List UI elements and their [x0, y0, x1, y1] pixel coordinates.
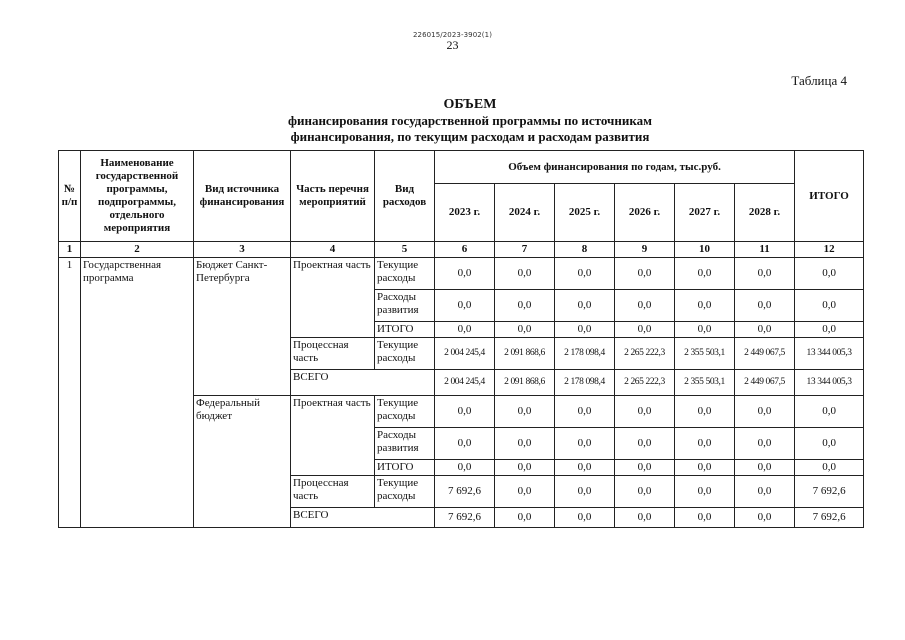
value-cell: 0,0	[495, 508, 555, 528]
title-line-3: финансирования, по текущим расходам и расходам развития	[290, 129, 650, 144]
value-cell: 0,0	[675, 476, 735, 508]
value-cell: 0,0	[555, 322, 615, 338]
value-cell: 2 178 098,4	[555, 338, 615, 370]
col-header-year: 2025 г.	[555, 184, 615, 242]
value-cell: 0,0	[735, 322, 795, 338]
column-number: 8	[555, 242, 615, 258]
value-cell: 0,0	[615, 322, 675, 338]
value-cell: 2 265 222,3	[615, 338, 675, 370]
page-number: 23	[446, 38, 459, 52]
col-header-year: 2023 г.	[435, 184, 495, 242]
part-project: Проектная часть	[291, 396, 375, 476]
value-cell: 2 355 503,1	[675, 338, 735, 370]
value-cell: 2 004 245,4	[435, 338, 495, 370]
value-cell: 0,0	[555, 460, 615, 476]
value-cell: 2 178 098,4	[555, 370, 615, 396]
value-cell: 2 004 245,4	[435, 370, 495, 396]
column-number: 10	[675, 242, 735, 258]
column-number-row	[59, 242, 864, 258]
document-id: 226015/2023-3902(1)	[412, 31, 493, 39]
col-header-year: 2026 г.	[615, 184, 675, 242]
value-cell: 0,0	[735, 476, 795, 508]
expense-type: Текущие расходы	[375, 258, 435, 290]
value-cell: 0,0	[735, 460, 795, 476]
col-header-total: ИТОГО	[795, 151, 864, 242]
table-title	[230, 97, 710, 145]
value-cell: 2 265 222,3	[615, 370, 675, 396]
part-process: Процессная часть	[291, 476, 375, 508]
total-cell: 13 344 005,3	[795, 338, 864, 370]
total-cell: 7 692,6	[795, 476, 864, 508]
value-cell: 0,0	[615, 476, 675, 508]
expense-type: Расходы развития	[375, 428, 435, 460]
value-cell: 0,0	[495, 428, 555, 460]
col-header-expense-type: Вид расходов	[375, 151, 435, 242]
expense-type-subtotal: ИТОГО	[375, 322, 435, 338]
value-cell: 0,0	[735, 428, 795, 460]
column-number: 12	[795, 242, 864, 258]
value-cell: 0,0	[675, 508, 735, 528]
value-cell: 0,0	[615, 290, 675, 322]
value-cell: 0,0	[495, 476, 555, 508]
value-cell: 0,0	[495, 290, 555, 322]
column-number: 4	[291, 242, 375, 258]
col-header-part: Часть перечня мероприятий	[291, 151, 375, 242]
value-cell: 0,0	[615, 428, 675, 460]
expense-type: Расходы развития	[375, 290, 435, 322]
expense-type: Текущие расходы	[375, 476, 435, 508]
value-cell: 0,0	[555, 290, 615, 322]
total-cell: 0,0	[795, 290, 864, 322]
value-cell: 2 355 503,1	[675, 370, 735, 396]
value-cell: 0,0	[735, 396, 795, 428]
financing-table	[58, 150, 864, 528]
value-cell: 7 692,6	[435, 476, 495, 508]
value-cell: 0,0	[555, 508, 615, 528]
value-cell: 0,0	[555, 396, 615, 428]
column-number: 1	[59, 242, 81, 258]
value-cell: 7 692,6	[435, 508, 495, 528]
expense-type: Текущие расходы	[375, 338, 435, 370]
value-cell: 0,0	[435, 460, 495, 476]
value-cell: 0,0	[615, 396, 675, 428]
row-number: 1	[59, 258, 81, 528]
value-cell: 0,0	[495, 322, 555, 338]
part-project: Проектная часть	[291, 258, 375, 338]
value-cell: 2 449 067,5	[735, 338, 795, 370]
funding-source: Федеральный бюджет	[194, 396, 291, 528]
value-cell: 0,0	[675, 322, 735, 338]
value-cell: 0,0	[495, 396, 555, 428]
total-cell: 0,0	[795, 322, 864, 338]
value-cell: 2 449 067,5	[735, 370, 795, 396]
value-cell: 0,0	[435, 428, 495, 460]
program-name: Государственная программа	[81, 258, 194, 528]
col-header-year: 2027 г.	[675, 184, 735, 242]
value-cell: 0,0	[675, 428, 735, 460]
value-cell: 0,0	[555, 476, 615, 508]
title-line-2: финансирования государственной программы по источникам	[287, 113, 653, 128]
value-cell: 0,0	[435, 258, 495, 290]
total-cell: 0,0	[795, 428, 864, 460]
col-header-source: Вид источника финансирования	[194, 151, 291, 242]
value-cell: 0,0	[435, 396, 495, 428]
value-cell: 0,0	[495, 258, 555, 290]
col-header-name: Наименование государственной программы, подпрограммы, отдельного мероприятия	[81, 151, 194, 242]
value-cell: 2 091 868,6	[495, 338, 555, 370]
total-cell: 13 344 005,3	[795, 370, 864, 396]
value-cell: 0,0	[675, 290, 735, 322]
part-process: Процессная часть	[291, 338, 375, 370]
table-row	[59, 258, 864, 290]
col-header-year: 2024 г.	[495, 184, 555, 242]
column-number: 2	[81, 242, 194, 258]
value-cell: 0,0	[675, 396, 735, 428]
expense-type-subtotal: ИТОГО	[375, 460, 435, 476]
value-cell: 2 091 868,6	[495, 370, 555, 396]
title-line-1: ОБЪЕМ	[443, 97, 497, 112]
total-cell: 0,0	[795, 396, 864, 428]
col-header-year: 2028 г.	[735, 184, 795, 242]
header-row-1	[59, 151, 864, 184]
grand-total-label: ВСЕГО	[291, 370, 435, 396]
value-cell: 0,0	[675, 460, 735, 476]
column-number: 11	[735, 242, 795, 258]
column-number: 5	[375, 242, 435, 258]
value-cell: 0,0	[555, 258, 615, 290]
table-label: Таблица 4	[791, 73, 847, 88]
expense-type: Текущие расходы	[375, 396, 435, 428]
value-cell: 0,0	[735, 508, 795, 528]
column-number: 9	[615, 242, 675, 258]
value-cell: 0,0	[435, 322, 495, 338]
column-number: 6	[435, 242, 495, 258]
total-cell: 7 692,6	[795, 508, 864, 528]
col-header-years-group: Объем финансирования по годам, тыс.руб.	[435, 151, 795, 184]
funding-source: Бюджет Санкт-Петербурга	[194, 258, 291, 396]
value-cell: 0,0	[435, 290, 495, 322]
value-cell: 0,0	[555, 428, 615, 460]
column-number: 3	[194, 242, 291, 258]
total-cell: 0,0	[795, 460, 864, 476]
value-cell: 0,0	[735, 258, 795, 290]
value-cell: 0,0	[735, 290, 795, 322]
value-cell: 0,0	[675, 258, 735, 290]
col-header-number: № п/п	[59, 151, 81, 242]
value-cell: 0,0	[495, 460, 555, 476]
total-cell: 0,0	[795, 258, 864, 290]
column-number: 7	[495, 242, 555, 258]
value-cell: 0,0	[615, 258, 675, 290]
grand-total-label: ВСЕГО	[291, 508, 435, 528]
value-cell: 0,0	[615, 508, 675, 528]
value-cell: 0,0	[615, 460, 675, 476]
